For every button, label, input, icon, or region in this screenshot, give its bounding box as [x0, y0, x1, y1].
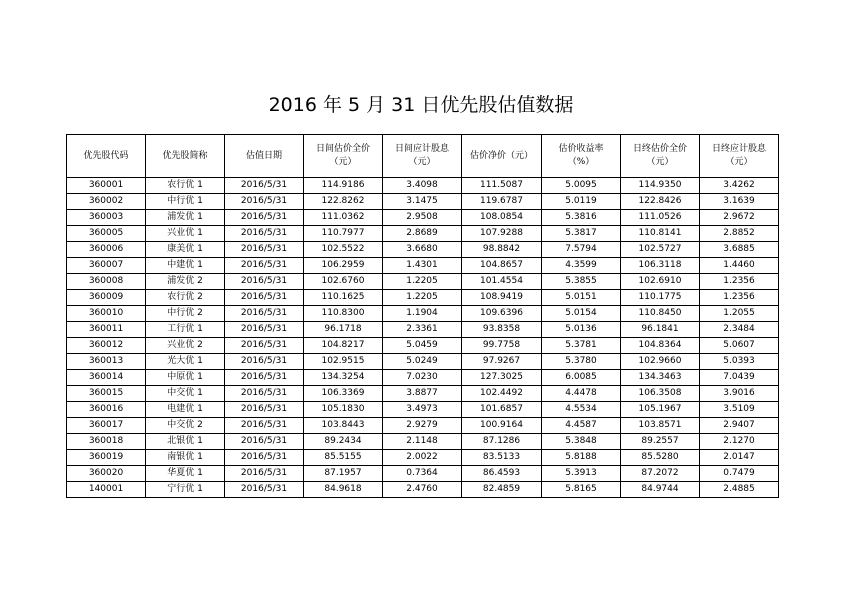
cell-eod-full-price: 85.5280: [621, 450, 700, 466]
cell-net-price: 102.4492: [462, 386, 542, 402]
cell-eod-full-price: 96.1841: [621, 322, 700, 338]
header-date: 估值日期: [225, 135, 304, 178]
cell-code: 360007: [67, 258, 146, 274]
header-eod-full-price: 日终估价全价 （元）: [621, 135, 700, 178]
cell-name: 南银优 1: [146, 450, 225, 466]
cell-intraday-full-price: 85.5155: [304, 450, 383, 466]
header-intraday-full-price: 日间估价全价 （元）: [304, 135, 383, 178]
cell-intraday-full-price: 84.9618: [304, 482, 383, 498]
cell-code: 360012: [67, 338, 146, 354]
cell-name: 农行优 1: [146, 178, 225, 194]
cell-date: 2016/5/31: [225, 370, 304, 386]
cell-eod-accrued-dividend: 3.9016: [700, 386, 779, 402]
cell-name: 中交优 1: [146, 386, 225, 402]
table-row: [67, 210, 779, 226]
cell-name: 康美优 1: [146, 242, 225, 258]
cell-date: 2016/5/31: [225, 450, 304, 466]
cell-eod-accrued-dividend: 1.2055: [700, 306, 779, 322]
cell-intraday-accrued-dividend: 5.0459: [383, 338, 462, 354]
cell-intraday-full-price: 89.2434: [304, 434, 383, 450]
cell-date: 2016/5/31: [225, 434, 304, 450]
table-row: [67, 226, 779, 242]
cell-code: 360016: [67, 402, 146, 418]
cell-yield: 5.3817: [542, 226, 621, 242]
cell-date: 2016/5/31: [225, 386, 304, 402]
cell-code: 360001: [67, 178, 146, 194]
cell-code: 360015: [67, 386, 146, 402]
cell-date: 2016/5/31: [225, 338, 304, 354]
table-row: [67, 194, 779, 210]
cell-eod-full-price: 102.9660: [621, 354, 700, 370]
cell-intraday-accrued-dividend: 1.4301: [383, 258, 462, 274]
cell-net-price: 111.5087: [462, 178, 542, 194]
cell-net-price: 98.8842: [462, 242, 542, 258]
header-net-price: 估价净价（元）: [462, 135, 542, 178]
cell-net-price: 108.9419: [462, 290, 542, 306]
cell-eod-full-price: 106.3508: [621, 386, 700, 402]
cell-yield: 5.3816: [542, 210, 621, 226]
header-eod-accrued-dividend: 日终应计股息 （元）: [700, 135, 779, 178]
cell-eod-accrued-dividend: 5.0607: [700, 338, 779, 354]
table-row: [67, 178, 779, 194]
cell-intraday-full-price: 102.6760: [304, 274, 383, 290]
table-row: [67, 274, 779, 290]
cell-name: 光大优 1: [146, 354, 225, 370]
cell-intraday-full-price: 106.2959: [304, 258, 383, 274]
cell-eod-full-price: 89.2557: [621, 434, 700, 450]
cell-code: 360010: [67, 306, 146, 322]
cell-name: 兴业优 2: [146, 338, 225, 354]
cell-name: 中行优 1: [146, 194, 225, 210]
cell-name: 中原优 1: [146, 370, 225, 386]
cell-date: 2016/5/31: [225, 226, 304, 242]
cell-name: 浦发优 2: [146, 274, 225, 290]
cell-date: 2016/5/31: [225, 242, 304, 258]
cell-yield: 7.5794: [542, 242, 621, 258]
cell-eod-accrued-dividend: 3.4262: [700, 178, 779, 194]
cell-yield: 5.8188: [542, 450, 621, 466]
cell-code: 360008: [67, 274, 146, 290]
cell-eod-full-price: 110.8141: [621, 226, 700, 242]
table-body: [67, 178, 779, 498]
cell-net-price: 97.9267: [462, 354, 542, 370]
cell-net-price: 100.9164: [462, 418, 542, 434]
cell-name: 中行优 2: [146, 306, 225, 322]
cell-intraday-full-price: 103.8443: [304, 418, 383, 434]
cell-date: 2016/5/31: [225, 178, 304, 194]
cell-net-price: 119.6787: [462, 194, 542, 210]
cell-eod-accrued-dividend: 2.8852: [700, 226, 779, 242]
cell-intraday-accrued-dividend: 1.2205: [383, 290, 462, 306]
table-row: [67, 258, 779, 274]
cell-yield: 4.3599: [542, 258, 621, 274]
table-row: [67, 354, 779, 370]
cell-net-price: 104.8657: [462, 258, 542, 274]
cell-intraday-accrued-dividend: 7.0230: [383, 370, 462, 386]
cell-intraday-accrued-dividend: 2.9508: [383, 210, 462, 226]
cell-net-price: 86.4593: [462, 466, 542, 482]
cell-date: 2016/5/31: [225, 354, 304, 370]
cell-net-price: 101.4554: [462, 274, 542, 290]
cell-eod-full-price: 114.9350: [621, 178, 700, 194]
cell-yield: 4.4587: [542, 418, 621, 434]
table-row: [67, 482, 779, 498]
cell-eod-full-price: 110.1775: [621, 290, 700, 306]
cell-code: 360006: [67, 242, 146, 258]
cell-intraday-accrued-dividend: 3.4973: [383, 402, 462, 418]
table-row: [67, 338, 779, 354]
cell-yield: 5.0151: [542, 290, 621, 306]
cell-intraday-full-price: 110.1625: [304, 290, 383, 306]
table-row: [67, 386, 779, 402]
cell-yield: 5.0136: [542, 322, 621, 338]
cell-name: 电建优 1: [146, 402, 225, 418]
cell-name: 中建优 1: [146, 258, 225, 274]
cell-code: 360017: [67, 418, 146, 434]
table-row: [67, 322, 779, 338]
cell-eod-full-price: 102.6910: [621, 274, 700, 290]
cell-eod-full-price: 134.3463: [621, 370, 700, 386]
cell-name: 农行优 2: [146, 290, 225, 306]
cell-net-price: 101.6857: [462, 402, 542, 418]
cell-intraday-full-price: 102.5522: [304, 242, 383, 258]
cell-date: 2016/5/31: [225, 402, 304, 418]
cell-net-price: 127.3025: [462, 370, 542, 386]
cell-intraday-full-price: 104.8217: [304, 338, 383, 354]
table-row: [67, 290, 779, 306]
cell-intraday-full-price: 114.9186: [304, 178, 383, 194]
cell-code: 360009: [67, 290, 146, 306]
cell-yield: 5.3780: [542, 354, 621, 370]
cell-date: 2016/5/31: [225, 274, 304, 290]
cell-intraday-full-price: 134.3254: [304, 370, 383, 386]
table-row: [67, 402, 779, 418]
cell-net-price: 82.4859: [462, 482, 542, 498]
cell-eod-accrued-dividend: 1.4460: [700, 258, 779, 274]
cell-date: 2016/5/31: [225, 482, 304, 498]
cell-code: 360005: [67, 226, 146, 242]
cell-intraday-accrued-dividend: 2.3361: [383, 322, 462, 338]
cell-net-price: 83.5133: [462, 450, 542, 466]
cell-name: 华夏优 1: [146, 466, 225, 482]
cell-net-price: 93.8358: [462, 322, 542, 338]
cell-yield: 5.8165: [542, 482, 621, 498]
cell-yield: 5.0119: [542, 194, 621, 210]
cell-date: 2016/5/31: [225, 322, 304, 338]
cell-eod-full-price: 110.8450: [621, 306, 700, 322]
header-code: 优先股代码: [67, 135, 146, 178]
cell-yield: 4.4478: [542, 386, 621, 402]
cell-code: 360003: [67, 210, 146, 226]
cell-yield: 5.3848: [542, 434, 621, 450]
cell-yield: 5.3781: [542, 338, 621, 354]
cell-date: 2016/5/31: [225, 290, 304, 306]
cell-intraday-accrued-dividend: 5.0249: [383, 354, 462, 370]
cell-code: 360014: [67, 370, 146, 386]
cell-eod-full-price: 105.1967: [621, 402, 700, 418]
cell-net-price: 109.6396: [462, 306, 542, 322]
cell-code: 360002: [67, 194, 146, 210]
table-row: [67, 418, 779, 434]
cell-intraday-accrued-dividend: 3.8877: [383, 386, 462, 402]
cell-intraday-accrued-dividend: 0.7364: [383, 466, 462, 482]
cell-eod-full-price: 106.3118: [621, 258, 700, 274]
header-yield: 估价收益率 （%）: [542, 135, 621, 178]
cell-eod-accrued-dividend: 2.9407: [700, 418, 779, 434]
cell-code: 360020: [67, 466, 146, 482]
cell-eod-full-price: 122.8426: [621, 194, 700, 210]
cell-eod-accrued-dividend: 3.5109: [700, 402, 779, 418]
cell-date: 2016/5/31: [225, 194, 304, 210]
cell-eod-full-price: 104.8364: [621, 338, 700, 354]
cell-eod-accrued-dividend: 3.6885: [700, 242, 779, 258]
table-row: [67, 466, 779, 482]
cell-intraday-accrued-dividend: 1.1904: [383, 306, 462, 322]
cell-eod-full-price: 103.8571: [621, 418, 700, 434]
cell-intraday-accrued-dividend: 2.9279: [383, 418, 462, 434]
page-title: 2016 年 5 月 31 日优先股估值数据: [268, 94, 574, 116]
cell-name: 北银优 1: [146, 434, 225, 450]
cell-yield: 5.0095: [542, 178, 621, 194]
table-row: [67, 434, 779, 450]
cell-intraday-full-price: 105.1830: [304, 402, 383, 418]
header-name: 优先股简称: [146, 135, 225, 178]
cell-yield: 5.3913: [542, 466, 621, 482]
cell-code: 360018: [67, 434, 146, 450]
cell-eod-accrued-dividend: 1.2356: [700, 274, 779, 290]
table-header-row: [67, 135, 779, 178]
cell-intraday-accrued-dividend: 3.4098: [383, 178, 462, 194]
cell-intraday-accrued-dividend: 3.1475: [383, 194, 462, 210]
cell-code: 360013: [67, 354, 146, 370]
cell-name: 浦发优 1: [146, 210, 225, 226]
cell-eod-accrued-dividend: 2.9672: [700, 210, 779, 226]
table-row: [67, 370, 779, 386]
cell-date: 2016/5/31: [225, 210, 304, 226]
cell-code: 360019: [67, 450, 146, 466]
cell-net-price: 99.7758: [462, 338, 542, 354]
valuation-table: [66, 134, 779, 498]
cell-eod-accrued-dividend: 1.2356: [700, 290, 779, 306]
cell-intraday-full-price: 110.8300: [304, 306, 383, 322]
cell-eod-accrued-dividend: 7.0439: [700, 370, 779, 386]
header-intraday-accrued-dividend: 日间应计股息 （元）: [383, 135, 462, 178]
cell-intraday-full-price: 102.9515: [304, 354, 383, 370]
cell-yield: 6.0085: [542, 370, 621, 386]
table-row: [67, 450, 779, 466]
cell-eod-full-price: 111.0526: [621, 210, 700, 226]
cell-name: 工行优 1: [146, 322, 225, 338]
cell-net-price: 108.0854: [462, 210, 542, 226]
cell-intraday-accrued-dividend: 2.4760: [383, 482, 462, 498]
cell-eod-accrued-dividend: 5.0393: [700, 354, 779, 370]
cell-eod-full-price: 102.5727: [621, 242, 700, 258]
cell-eod-accrued-dividend: 2.0147: [700, 450, 779, 466]
cell-intraday-full-price: 122.8262: [304, 194, 383, 210]
cell-intraday-full-price: 110.7977: [304, 226, 383, 242]
cell-intraday-accrued-dividend: 2.0022: [383, 450, 462, 466]
cell-net-price: 87.1286: [462, 434, 542, 450]
cell-yield: 5.0154: [542, 306, 621, 322]
cell-eod-accrued-dividend: 2.1270: [700, 434, 779, 450]
cell-date: 2016/5/31: [225, 418, 304, 434]
table-row: [67, 306, 779, 322]
cell-date: 2016/5/31: [225, 466, 304, 482]
cell-eod-accrued-dividend: 3.1639: [700, 194, 779, 210]
cell-intraday-accrued-dividend: 2.8689: [383, 226, 462, 242]
cell-intraday-accrued-dividend: 2.1148: [383, 434, 462, 450]
cell-name: 兴业优 1: [146, 226, 225, 242]
cell-eod-accrued-dividend: 2.4885: [700, 482, 779, 498]
cell-name: 中交优 2: [146, 418, 225, 434]
cell-eod-accrued-dividend: 0.7479: [700, 466, 779, 482]
cell-intraday-full-price: 96.1718: [304, 322, 383, 338]
cell-yield: 4.5534: [542, 402, 621, 418]
cell-eod-full-price: 84.9744: [621, 482, 700, 498]
cell-net-price: 107.9288: [462, 226, 542, 242]
cell-code: 360011: [67, 322, 146, 338]
cell-eod-accrued-dividend: 2.3484: [700, 322, 779, 338]
cell-intraday-full-price: 111.0362: [304, 210, 383, 226]
cell-intraday-accrued-dividend: 3.6680: [383, 242, 462, 258]
cell-code: 140001: [67, 482, 146, 498]
cell-intraday-accrued-dividend: 1.2205: [383, 274, 462, 290]
cell-intraday-full-price: 87.1957: [304, 466, 383, 482]
cell-yield: 5.3855: [542, 274, 621, 290]
cell-date: 2016/5/31: [225, 306, 304, 322]
cell-eod-full-price: 87.2072: [621, 466, 700, 482]
cell-name: 宁行优 1: [146, 482, 225, 498]
cell-intraday-full-price: 106.3369: [304, 386, 383, 402]
cell-date: 2016/5/31: [225, 258, 304, 274]
table-row: [67, 242, 779, 258]
